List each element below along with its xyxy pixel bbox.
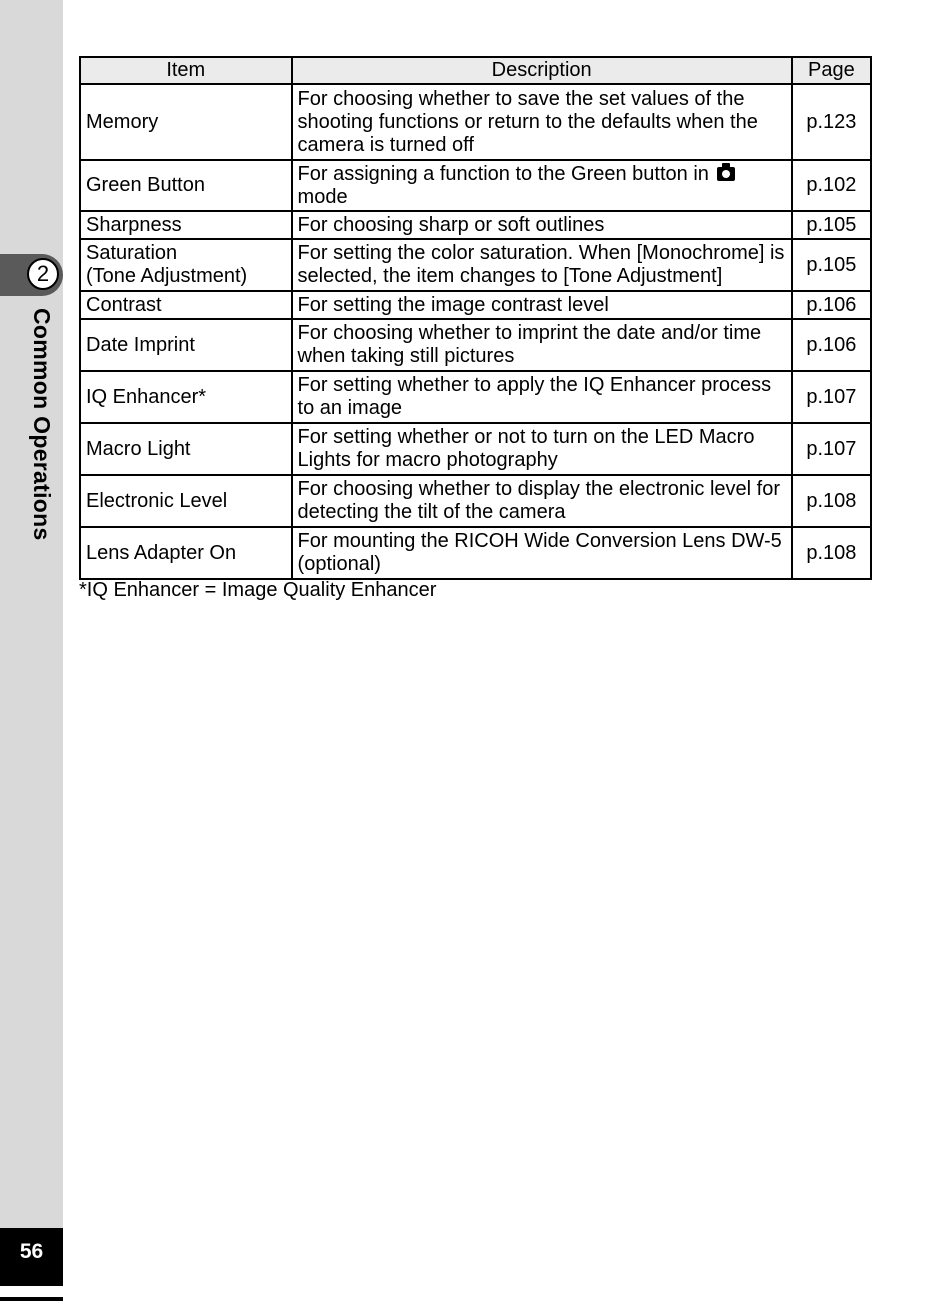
row-item: IQ Enhancer*: [80, 371, 292, 423]
chapter-number-badge: 2: [27, 258, 59, 290]
table-row: [80, 291, 871, 319]
row-item: Macro Light: [80, 423, 292, 475]
page-bottom-rule: [0, 1297, 63, 1301]
description-text: mode: [297, 185, 348, 208]
chapter-title: Common Operations: [29, 308, 55, 541]
row-description: [292, 160, 792, 211]
row-description: For choosing whether to display the electronic level for detecting the tilt of the camera: [292, 475, 792, 527]
row-page: p.107: [792, 371, 871, 423]
row-page: p.105: [792, 239, 871, 291]
camera-icon: [717, 167, 735, 181]
row-page: p.106: [792, 291, 871, 319]
table-row: [80, 371, 871, 423]
row-item: Saturation (Tone Adjustment): [80, 239, 292, 291]
table-row: [80, 211, 871, 239]
page-number: 56: [0, 1228, 63, 1286]
table-row: [80, 239, 871, 291]
header-item: Item: [80, 57, 292, 84]
footnote: *IQ Enhancer = Image Quality Enhancer: [79, 579, 437, 601]
row-item: Green Button: [80, 160, 292, 211]
row-page: p.105: [792, 211, 871, 239]
description-text: For assigning a function to the Green button in: [297, 162, 709, 185]
row-description: For setting the color saturation. When [Monochrome] is selected, the item changes to [Tone Adjustment]: [292, 239, 792, 291]
row-description: For choosing sharp or soft outlines: [292, 211, 792, 239]
row-item: Sharpness: [80, 211, 292, 239]
table-row: [80, 160, 871, 211]
row-item: Date Imprint: [80, 319, 292, 371]
row-page: p.107: [792, 423, 871, 475]
table-row: [80, 84, 871, 160]
table-row: [80, 527, 871, 579]
table-header-row: [80, 57, 871, 84]
row-item: Memory: [80, 84, 292, 160]
row-description: For choosing whether to imprint the date and/or time when taking still pictures: [292, 319, 792, 371]
row-item: Contrast: [80, 291, 292, 319]
row-item: Lens Adapter On: [80, 527, 292, 579]
table-row: [80, 423, 871, 475]
row-description: For setting whether to apply the IQ Enhancer process to an image: [292, 371, 792, 423]
row-page: p.123: [792, 84, 871, 160]
table-row: [80, 319, 871, 371]
settings-table: [79, 56, 872, 580]
chapter-sidebar: [0, 0, 63, 1228]
row-description: For setting the image contrast level: [292, 291, 792, 319]
row-page: p.108: [792, 527, 871, 579]
row-description: For setting whether or not to turn on the LED Macro Lights for macro photography: [292, 423, 792, 475]
row-page: p.108: [792, 475, 871, 527]
row-page: p.106: [792, 319, 871, 371]
row-description: For mounting the RICOH Wide Conversion Lens DW-5 (optional): [292, 527, 792, 579]
header-description: Description: [292, 57, 792, 84]
row-item: Electronic Level: [80, 475, 292, 527]
row-page: p.102: [792, 160, 871, 211]
header-page: Page: [792, 57, 871, 84]
table-row: [80, 475, 871, 527]
row-description: For choosing whether to save the set values of the shooting functions or return to the defaults when the camera is turned off: [292, 84, 792, 160]
